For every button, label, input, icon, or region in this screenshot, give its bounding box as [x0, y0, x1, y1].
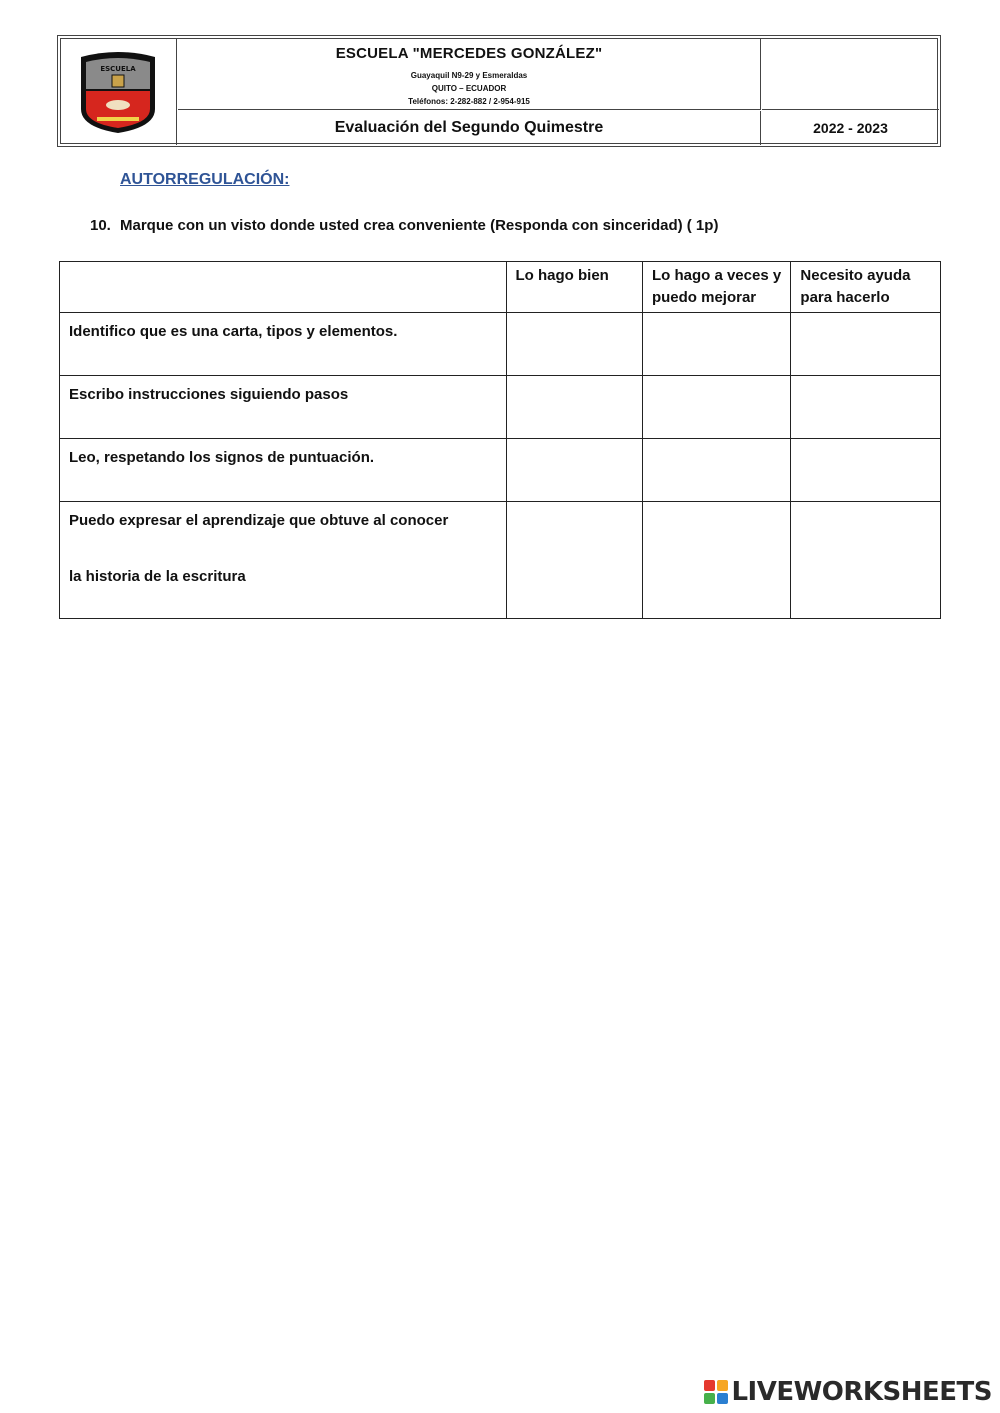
check-cell-necesito-ayuda[interactable] [791, 439, 941, 502]
table-row [60, 502, 941, 619]
question [90, 217, 718, 234]
check-cell-lo-hago-bien[interactable] [506, 376, 642, 439]
check-cell-necesito-ayuda[interactable] [791, 313, 941, 376]
self-assessment-table [59, 261, 941, 619]
liveworksheets-watermark [703, 1377, 992, 1407]
header-frame [60, 38, 938, 144]
check-cell-a-veces[interactable] [642, 439, 790, 502]
check-cell-lo-hago-bien[interactable] [506, 313, 642, 376]
document-header [57, 35, 941, 147]
school-crest-logo [75, 49, 161, 135]
table-row [60, 439, 941, 502]
table-row [60, 376, 941, 439]
school-year: 2022 - 2023 [813, 120, 888, 136]
check-cell-a-veces[interactable] [642, 313, 790, 376]
school-address: Guayaquil N9-29 y Esmeraldas [410, 71, 528, 80]
table-header-row [60, 262, 941, 313]
statement-cell: Escribo instrucciones siguiendo pasos [60, 376, 507, 439]
statement-line-2: la historia de la escritura [69, 568, 246, 585]
check-cell-necesito-ayuda[interactable] [791, 376, 941, 439]
school-city: QUITO – ECUADOR [431, 84, 507, 93]
statement-line-1: Puedo expresar el aprendizaje que obtuve al conocer [69, 512, 449, 529]
question-number: 10. [90, 217, 111, 234]
statement-cell [60, 502, 507, 619]
watermark-text: LIVEWORKSHEETS [731, 1377, 992, 1407]
header-cell-a-veces: Lo hago a veces y puedo mejorar [642, 262, 790, 313]
check-cell-a-veces[interactable] [642, 502, 790, 619]
school-phones: Teléfonos: 2-282-882 / 2-954-915 [408, 97, 530, 106]
logo-cell [61, 39, 177, 145]
header-blank-cell [762, 39, 939, 110]
section-heading: AUTORREGULACIÓN: [120, 171, 290, 188]
check-cell-lo-hago-bien[interactable] [506, 439, 642, 502]
statement-cell: Identifico que es una carta, tipos y elementos. [60, 313, 507, 376]
liveworksheets-logo-icon [703, 1379, 729, 1405]
header-cell-lo-hago-bien: Lo hago bien [506, 262, 642, 313]
statement-cell: Leo, respetando los signos de puntuación. [60, 439, 507, 502]
school-name: ESCUELA "MERCEDES GONZÁLEZ" [335, 45, 603, 62]
exam-title: Evaluación del Segundo Quimestre [178, 111, 761, 145]
school-info-cell [178, 39, 761, 110]
header-cell-empty [60, 262, 507, 313]
check-cell-lo-hago-bien[interactable] [506, 502, 642, 619]
crest-text: ESCUELA [100, 65, 136, 73]
check-cell-a-veces[interactable] [642, 376, 790, 439]
table-row [60, 313, 941, 376]
question-text: Marque con un visto donde usted crea conveniente (Responda con sinceridad) ( 1p) [120, 217, 719, 234]
header-cell-necesito-ayuda: Necesito ayuda para hacerlo [791, 262, 941, 313]
check-cell-necesito-ayuda[interactable] [791, 502, 941, 619]
